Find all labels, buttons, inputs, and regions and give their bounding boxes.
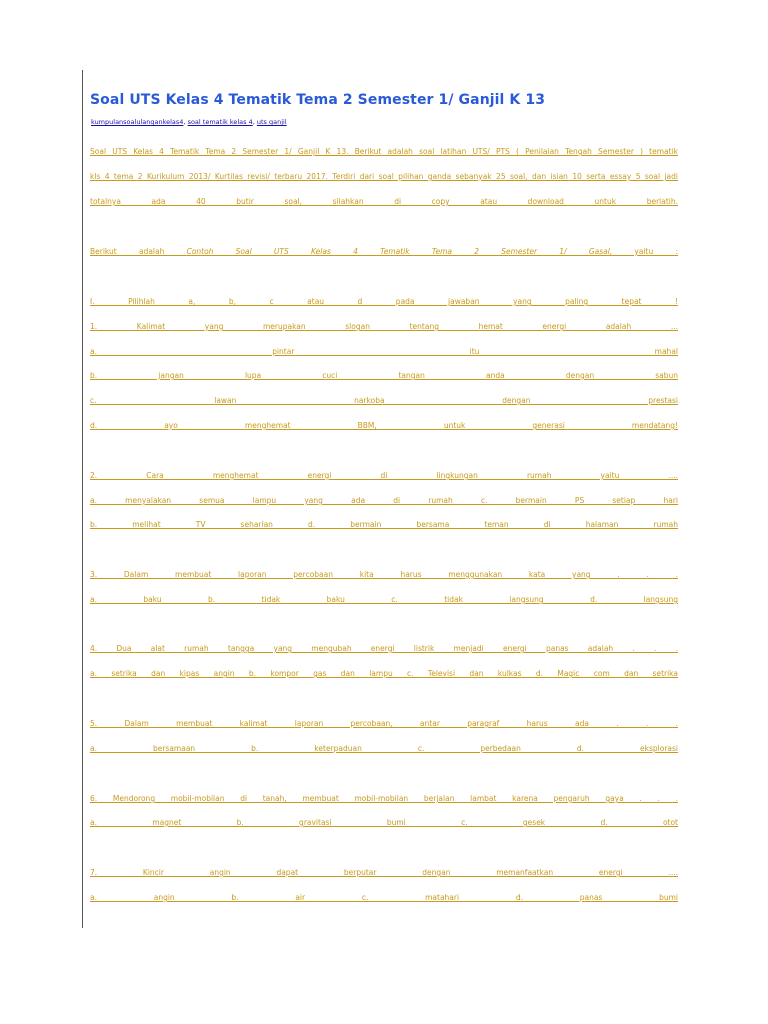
berikut-suffix: yaitu : bbox=[612, 247, 678, 256]
question-5: 5. Dalam membuat kalimat laporan percobaan, antar paragraf harus ada . . . bbox=[90, 719, 678, 728]
berikut-italic: Contoh Soal UTS Kelas 4 Tematik Tema 2 Semester 1/ Gasal, bbox=[186, 247, 613, 256]
tag-list bbox=[91, 118, 287, 126]
question-3-options: a. baku b. tidak baku c. tidak langsung d. langsung bbox=[90, 595, 678, 604]
tag-link-soal-tematik[interactable]: soal tematik kelas 4 bbox=[187, 118, 253, 126]
page-title: Soal UTS Kelas 4 Tematik Tema 2 Semester 1/ Ganjil K 13 bbox=[90, 92, 546, 108]
question-2: 2. Cara menghemat energi di lingkungan rumah yaitu .... bbox=[90, 471, 678, 480]
tag-link-kumpulansoal[interactable]: kumpulansoalulangankelas4 bbox=[91, 118, 184, 126]
intro-line: totalnya ada 40 butir soal, silahkan di copy atau download untuk berlatih. bbox=[90, 197, 678, 206]
tag-link-uts-ganjil[interactable]: uts ganjil bbox=[256, 118, 287, 126]
question-1: 1. Kalimat yang merupakan slogan tentang hemat energi adalah ... bbox=[90, 322, 678, 331]
question-1-option-d: d. ayo menghemat BBM, untuk generasi mendatang! bbox=[90, 421, 678, 430]
intro-line: Soal UTS Kelas 4 Tematik Tema 2 Semester 1/ Ganjil K 13. Berikut adalah soal latihan UTS/ PTS ( Penilaian Tengah Semester ) tematik bbox=[90, 147, 678, 156]
question-2-options-bd: b. melihat TV seharian d. bermain bersama teman di halaman rumah bbox=[90, 520, 678, 529]
tag-separator: , bbox=[183, 118, 188, 126]
tag-separator: , bbox=[252, 118, 257, 126]
left-border bbox=[82, 70, 83, 928]
question-7: 7. Kincir angin dapat berputar dengan memanfaatkan energi .... bbox=[90, 868, 678, 877]
question-4: 4. Dua alat rumah tangga yang mengubah energi listrik menjadi energi panas adalah . . . bbox=[90, 644, 678, 653]
question-1-option-c: c. lawan narkoba dengan prestasi bbox=[90, 396, 678, 405]
instruction-line: I. Pilihlah a, b, c atau d pada jawaban yang paling tepat ! bbox=[90, 297, 678, 306]
question-1-option-b: b. jangan lupa cuci tangan anda dengan sabun bbox=[90, 371, 678, 380]
berikut-line bbox=[90, 246, 678, 258]
intro-line: kls 4 tema 2 Kurikulum 2013/ Kurtilas revisi/ terbaru 2017. Terdiri dari soal pilihan ganda sebanyak 25 soal, dan isian 10 serta essay 5 soal jadi bbox=[90, 172, 678, 181]
question-7-options: a. angin b. air c. matahari d. panas bumi bbox=[90, 893, 678, 902]
question-5-options: a. bersamaan b. keterpaduan c. perbedaan d. eksplorasi bbox=[90, 744, 678, 753]
berikut-prefix: Berikut adalah bbox=[90, 247, 187, 256]
question-6-options: a. magnet b. gravitasi bumi c. gesek d. otot bbox=[90, 818, 678, 827]
question-1-option-a: a. pintar itu mahal bbox=[90, 347, 678, 356]
question-6: 6. Mendorong mobil-mobilan di tanah, membuat mobil-mobilan berjalan lambat karena pengaruh gaya . . . bbox=[90, 794, 678, 803]
question-4-options: a. setrika dan kipas angin b. kompor gas dan lampu c. Televisi dan kulkas d. Magic com dan setrika bbox=[90, 669, 678, 678]
question-3: 3. Dalam membuat laporan percobaan kita harus menggunakan kata yang . . . bbox=[90, 570, 678, 579]
question-2-options-ac: a. menyalakan semua lampu yang ada di rumah c. bermain PS setiap hari bbox=[90, 496, 678, 505]
